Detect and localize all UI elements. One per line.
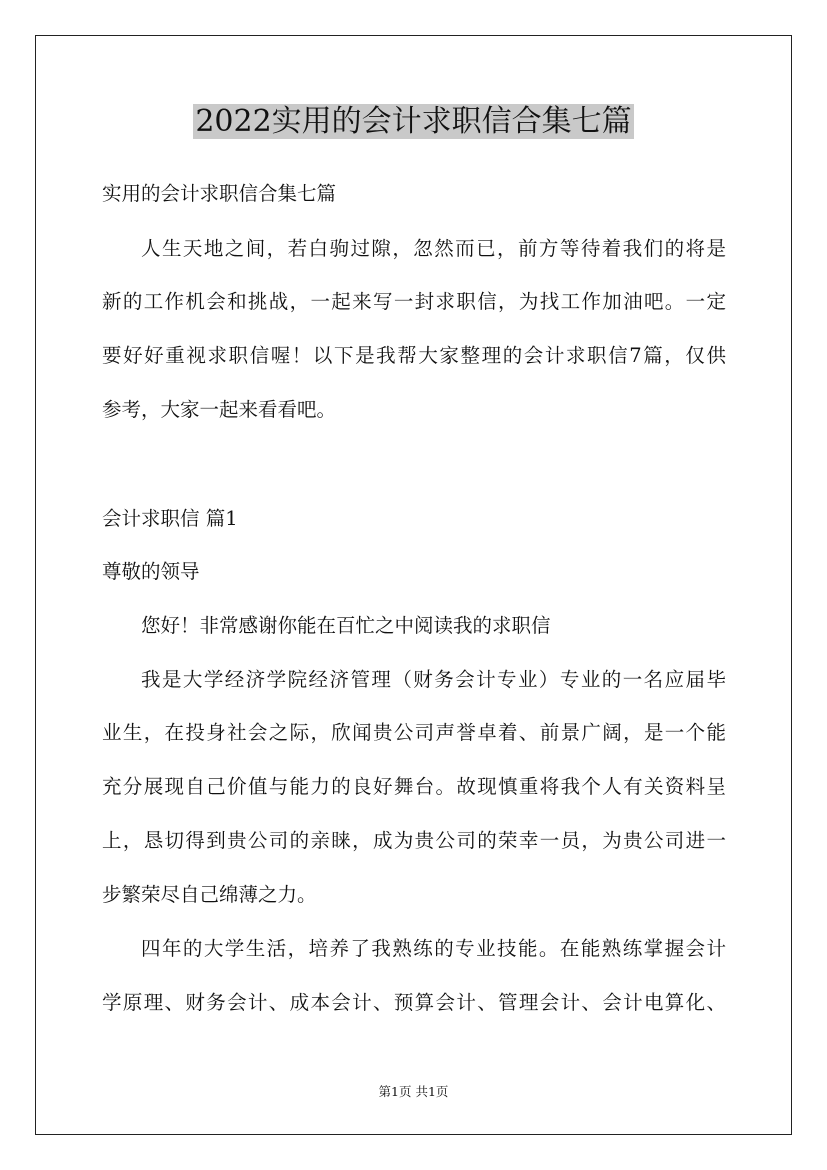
intro-line-2: 新的工作机会和挑战，一起来写一封求职信，为找工作加油吧。一定 <box>102 290 726 313</box>
para1-line-5: 步繁荣尽自己绵薄之力。 <box>102 883 317 906</box>
salutation: 尊敬的领导 <box>102 560 200 583</box>
para2-line-1: 四年的大学生活，培养了我熟练的专业技能。在能熟练掌握会计 <box>141 937 726 960</box>
page-number-footer: 第1页 共1页 <box>378 1084 449 1099</box>
intro-line-4: 参考，大家一起来看看吧。 <box>102 398 337 421</box>
document-subtitle: 实用的会计求职信合集七篇 <box>102 182 337 205</box>
para1-line-4: 上，恳切得到贵公司的亲睐，成为贵公司的荣幸一员，为贵公司进一 <box>102 829 726 852</box>
greeting-line: 您好！非常感谢你能在百忙之中阅读我的求职信 <box>141 614 551 637</box>
para1-line-1: 我是大学经济学院经济管理（财务会计专业）专业的一名应届毕 <box>141 668 726 691</box>
document-title <box>0 100 827 144</box>
para1-line-2: 业生，在投身社会之际，欣闻贵公司声誉卓着、前景广阔，是一个能 <box>102 721 726 744</box>
intro-line-3: 要好好重视求职信喔！以下是我帮大家整理的会计求职信7篇，仅供 <box>102 344 726 367</box>
para1-line-3: 充分展现自己价值与能力的良好舞台。故现慎重将我个人有关资料呈 <box>102 775 726 798</box>
intro-line-1: 人生天地之间，若白驹过隙，忽然而已，前方等待着我们的将是 <box>141 237 726 260</box>
section-heading: 会计求职信 篇1 <box>102 507 238 530</box>
document-title-text: 2022实用的会计求职信合集七篇 <box>195 104 632 139</box>
para2-line-2: 学原理、财务会计、成本会计、预算会计、管理会计、会计电算化、 <box>102 991 726 1014</box>
